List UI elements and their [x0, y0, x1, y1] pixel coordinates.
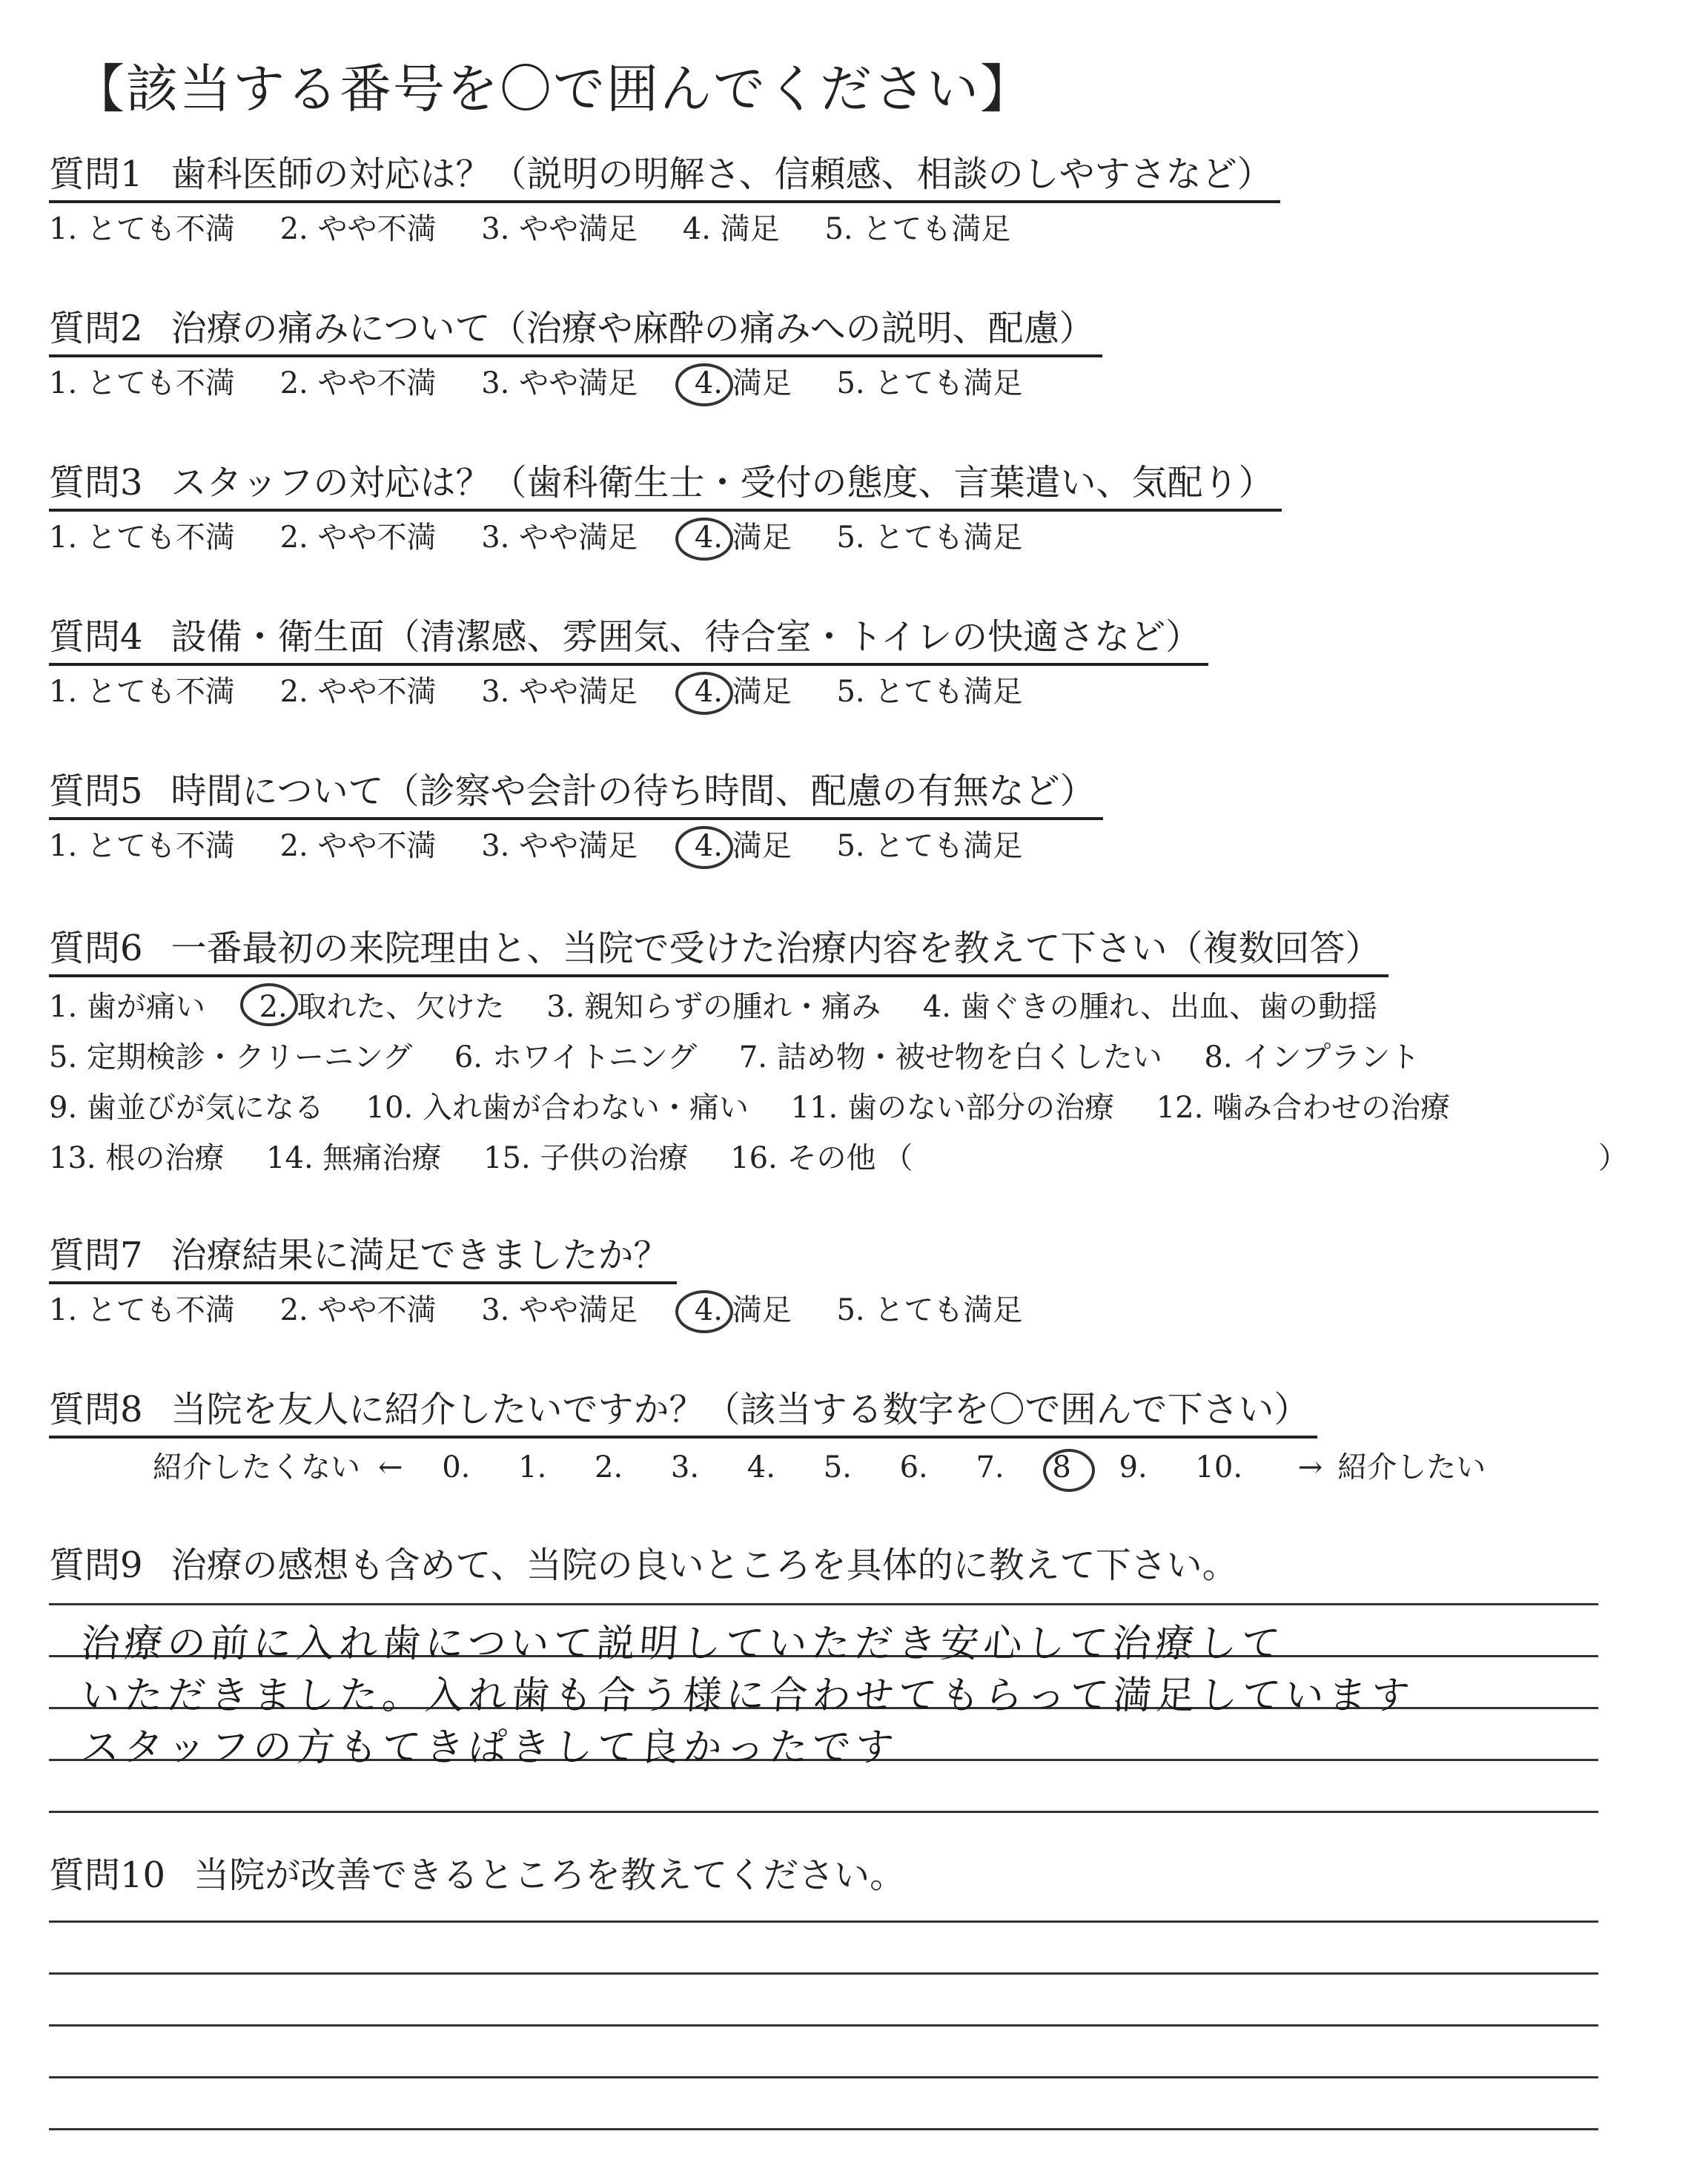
left-arrow-icon: ← — [378, 1450, 403, 1484]
question-10-heading — [49, 1849, 905, 1901]
rating-option-1[interactable]: 1. とても不満 — [49, 675, 235, 709]
treatment-option-14[interactable]: 14. 無痛治療 — [266, 1141, 442, 1175]
rating-option-4-selected[interactable]: 4. 満足 — [694, 366, 792, 400]
question-8 — [49, 1384, 1486, 1489]
scale-option-9[interactable]: 9. — [1119, 1450, 1148, 1484]
rating-options — [49, 825, 1103, 868]
treatment-option-7[interactable]: 7. 詰め物・被せ物を白くしたい — [738, 1040, 1162, 1074]
other-close-paren: ） — [1598, 1141, 1628, 1175]
rating-option-2[interactable]: 2. やや不満 — [279, 829, 437, 863]
rating-option-4[interactable]: 4. 満足 — [682, 212, 780, 246]
rating-option-3[interactable]: 3. やや満足 — [481, 1293, 638, 1327]
rating-options — [49, 1289, 1058, 1332]
answer-line — [49, 2024, 1598, 2027]
rating-option-4-selected[interactable]: 4. 満足 — [694, 829, 792, 863]
treatment-option-11[interactable]: 11. 歯のない部分の治療 — [790, 1091, 1114, 1125]
treatment-option-6[interactable]: 6. ホワイトニング — [454, 1040, 698, 1074]
rating-option-2[interactable]: 2. やや不満 — [279, 212, 437, 246]
rating-option-5[interactable]: 5. とても満足 — [836, 521, 1023, 555]
answer-line — [49, 1972, 1598, 1975]
question-number: 質問8 — [49, 1389, 143, 1430]
answer-line — [49, 2128, 1598, 2130]
treatment-option-15[interactable]: 15. 子供の治療 — [483, 1141, 689, 1175]
question-number: 質問9 — [49, 1545, 143, 1586]
answer-line — [49, 1811, 1598, 1813]
answer-line — [49, 2076, 1598, 2078]
treatment-options-row — [49, 1133, 1628, 1183]
scale-option-7[interactable]: 7. — [976, 1450, 1004, 1484]
question-text: 治療の感想も含めて、当院の良いところを具体的に教えて下さい。 — [171, 1545, 1238, 1586]
rating-option-5[interactable]: 5. とても満足 — [836, 829, 1023, 863]
question-text: スタッフの対応は？（歯科衛生士・受付の態度、言葉遣い、気配り） — [171, 462, 1274, 503]
question-2-heading — [49, 303, 1102, 357]
question-7 — [49, 1229, 1058, 1332]
rating-option-1[interactable]: 1. とても不満 — [49, 829, 235, 863]
rating-option-2[interactable]: 2. やや不満 — [279, 675, 437, 709]
rating-option-5[interactable]: 5. とても満足 — [836, 675, 1023, 709]
scale-option-2[interactable]: 2. — [595, 1450, 623, 1484]
treatment-option-5[interactable]: 5. 定期検診・クリーニング — [49, 1040, 413, 1074]
question-text: 歯科医師の対応は？（説明の明解さ、信頼感、相談のしやすさなど） — [171, 153, 1273, 195]
question-text: 当院を友人に紹介したいですか？（該当する数字を〇で囲んで下さい） — [171, 1389, 1310, 1430]
handwritten-answer-line-2: いただきました。入れ歯も合う様に合わせてもらって満足しています — [79, 1674, 1416, 1718]
rating-option-2[interactable]: 2. やや不満 — [279, 521, 437, 555]
question-6 — [49, 922, 1628, 1183]
treatment-options-row — [49, 1032, 1483, 1083]
question-number: 質問5 — [49, 770, 143, 812]
rating-option-1[interactable]: 1. とても不満 — [49, 212, 235, 246]
rating-option-4-selected[interactable]: 4. 満足 — [694, 521, 792, 555]
question-text: 治療の痛みについて（治療や麻酔の痛みへの説明、配慮） — [171, 308, 1095, 349]
rating-option-2[interactable]: 2. やや不満 — [279, 366, 437, 400]
rating-options — [49, 516, 1282, 559]
treatment-options-row — [49, 982, 1483, 1032]
question-8-heading — [49, 1384, 1317, 1439]
question-number: 質問2 — [49, 308, 143, 349]
question-6-heading — [49, 922, 1388, 977]
question-5-heading — [49, 765, 1103, 820]
question-1-heading — [49, 148, 1280, 203]
answer-line — [49, 1603, 1598, 1605]
scale-left-label: 紹介したくない — [153, 1450, 360, 1484]
rating-option-3[interactable]: 3. やや満足 — [481, 521, 638, 555]
treatment-option-10[interactable]: 10. 入れ歯が合わない・痛い — [365, 1091, 749, 1125]
recommend-scale — [153, 1446, 1486, 1489]
rating-option-5[interactable]: 5. とても満足 — [824, 212, 1011, 246]
rating-option-1[interactable]: 1. とても不満 — [49, 1293, 235, 1327]
rating-option-5[interactable]: 5. とても満足 — [836, 1293, 1023, 1327]
question-7-heading — [49, 1229, 677, 1284]
treatment-option-13[interactable]: 13. 根の治療 — [49, 1141, 225, 1175]
question-1 — [49, 148, 1280, 251]
scale-option-3[interactable]: 3. — [670, 1450, 700, 1484]
question-number: 質問6 — [49, 928, 143, 969]
question-number: 質問3 — [49, 462, 143, 503]
question-number: 質問7 — [49, 1235, 143, 1276]
treatment-option-9[interactable]: 9. 歯並びが気になる — [49, 1091, 324, 1125]
scale-option-0[interactable]: 0. — [442, 1450, 471, 1484]
treatment-option-16[interactable]: 16. その他 （ — [730, 1141, 913, 1175]
form-title: 【該当する番号を〇で囲んでください】 — [73, 59, 1033, 119]
treatment-option-3[interactable]: 3. 親知らずの腫れ・痛み — [546, 990, 881, 1024]
question-4-heading — [49, 611, 1208, 666]
question-number: 質問1 — [49, 153, 143, 195]
scale-option-10[interactable]: 10. — [1195, 1450, 1243, 1484]
handwritten-answer-line-3: スタッフの方もてきぱきして良かったです — [79, 1725, 900, 1770]
treatment-option-12[interactable]: 12. 噛み合わせの治療 — [1156, 1091, 1451, 1125]
scale-right-label: 紹介したい — [1337, 1450, 1486, 1484]
scale-option-4[interactable]: 4. — [747, 1450, 775, 1484]
scale-option-5[interactable]: 5. — [823, 1450, 852, 1484]
rating-options — [49, 208, 1280, 251]
question-text: 一番最初の来院理由と、当院で受けた治療内容を教えて下さい（複数回答） — [171, 928, 1381, 969]
answer-line — [49, 1920, 1598, 1923]
treatment-option-4[interactable]: 4. 歯ぐきの腫れ、出血、歯の動揺 — [922, 990, 1378, 1024]
scale-option-8-selected[interactable]: 8 — [1052, 1446, 1070, 1489]
scale-option-1[interactable]: 1. — [518, 1450, 547, 1484]
treatment-option-8[interactable]: 8. インプラント — [1204, 1040, 1420, 1074]
scale-option-6[interactable]: 6. — [899, 1450, 928, 1484]
rating-option-4-selected[interactable]: 4. 満足 — [694, 1293, 792, 1327]
question-text: 当院が改善できるところを教えてください。 — [193, 1855, 906, 1896]
question-number: 質問10 — [49, 1855, 166, 1896]
question-text: 設備・衛生面（清潔感、雰囲気、待合室・トイレの快適さなど） — [171, 616, 1202, 658]
rating-option-3[interactable]: 3. やや満足 — [481, 366, 638, 400]
rating-option-3[interactable]: 3. やや満足 — [481, 212, 638, 246]
right-arrow-icon: → — [1297, 1450, 1323, 1484]
rating-option-3[interactable]: 3. やや満足 — [481, 829, 638, 863]
rating-option-5[interactable]: 5. とても満足 — [836, 366, 1023, 400]
question-3-heading — [49, 457, 1282, 512]
rating-options — [49, 670, 1208, 713]
handwritten-answer-line-1: 治療の前に入れ歯について説明していただき安心して治療して — [79, 1622, 1286, 1666]
rating-option-3[interactable]: 3. やや満足 — [481, 675, 638, 709]
treatment-option-2-selected[interactable]: 2. 取れた、欠けた — [259, 990, 505, 1024]
treatment-option-1[interactable]: 1. 歯が痛い — [49, 990, 205, 1024]
treatment-options-row — [49, 1083, 1483, 1133]
question-text: 治療結果に満足できましたか？ — [171, 1235, 669, 1276]
rating-option-1[interactable]: 1. とても不満 — [49, 366, 235, 400]
question-9-heading — [49, 1539, 1238, 1591]
question-text: 時間について（診察や会計の待ち時間、配慮の有無など） — [171, 770, 1096, 812]
question-5 — [49, 765, 1103, 868]
rating-option-4-selected[interactable]: 4. 満足 — [694, 675, 792, 709]
question-4 — [49, 611, 1208, 713]
treatment-options — [49, 982, 1628, 1183]
question-number: 質問4 — [49, 616, 143, 658]
rating-option-1[interactable]: 1. とても不満 — [49, 521, 235, 555]
other-open-paren: （ — [883, 1141, 913, 1175]
question-2 — [49, 303, 1102, 405]
rating-options — [49, 362, 1102, 405]
question-3 — [49, 457, 1282, 559]
rating-option-2[interactable]: 2. やや不満 — [279, 1293, 437, 1327]
